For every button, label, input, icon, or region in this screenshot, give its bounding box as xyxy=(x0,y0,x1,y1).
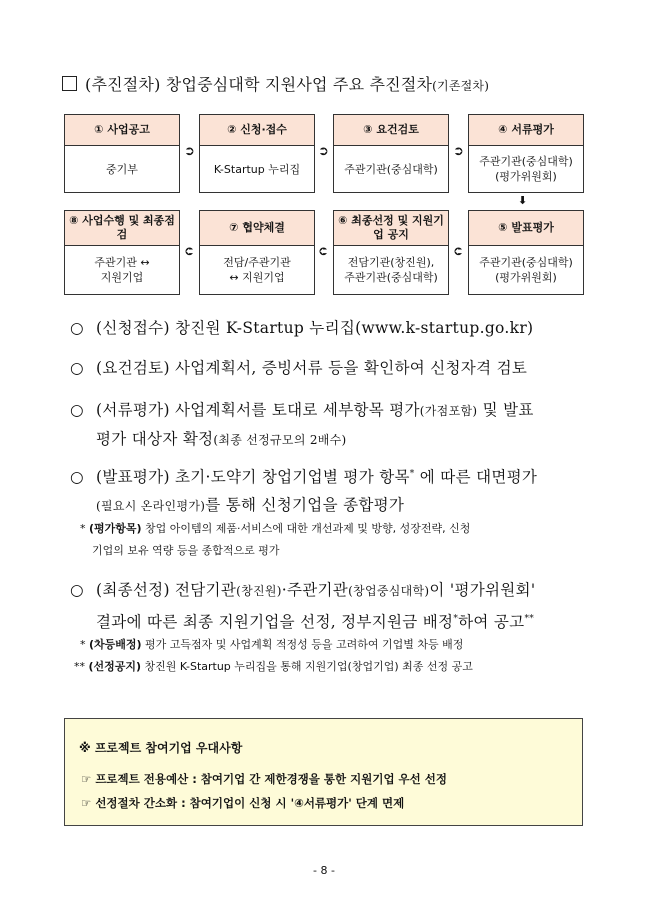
flow-step-body: 주관기관(중심대학) xyxy=(344,162,438,176)
page-number: - 8 - xyxy=(313,864,335,877)
flow-step-6 xyxy=(333,210,449,295)
flow-step-title: ⑧ 사업수행 및 최종점검 xyxy=(65,211,179,246)
flow-step-title: ③ 요건검토 xyxy=(334,115,448,146)
bullet-requirement-review xyxy=(70,354,590,382)
callout-item-simplified-process: ☞ 선정절차 간소화 : 참여기업이 신청 시 '④서류평가' 단계 면제 xyxy=(81,796,405,810)
bullet-marker: ○ xyxy=(70,319,84,337)
flow-step-4 xyxy=(468,114,584,193)
flow-step-8 xyxy=(64,210,180,295)
footnote-differential-allocation: * (차등배정) 평가 고득점자 및 사업계획 적정성 등을 고려하여 기업별 차등 배정 xyxy=(80,638,464,651)
arrow-right-icon: ➲ xyxy=(453,144,464,159)
bullet-marker: ○ xyxy=(70,401,84,419)
section-heading xyxy=(62,72,489,95)
flow-step-1 xyxy=(64,114,180,193)
flow-step-2 xyxy=(199,114,315,193)
bullet-marker: ○ xyxy=(70,468,84,487)
bullet-presentation-review: ○ (발표평가) 초기·도약기 창업기업별 평가 항목* 에 따른 대면평가 (필요시 온라인평가)를 통해 신청기업을 종합평가 xyxy=(70,460,590,520)
flow-step-body: K-Startup 누리집 xyxy=(213,162,301,176)
flow-step-body: 전담기관(창진원), 주관기관(중심대학) xyxy=(344,256,438,284)
bullet-marker: ○ xyxy=(70,359,84,377)
flow-step-body: 주관기관(중심대학) (평가위원회) xyxy=(479,155,573,183)
arrow-right-icon: ➲ xyxy=(318,144,329,159)
footnote-selection-notice: ** (선정공지) 창진원 K-Startup 누리집을 통해 지원기업(창업기업) 최종 선정 공고 xyxy=(74,660,473,673)
flow-step-title: ① 사업공고 xyxy=(65,115,179,146)
bullet-text: (신청접수) 창진원 K-Startup 누리집(www.k-startup.go.kr) xyxy=(96,319,534,337)
arrow-left-icon: ➲ xyxy=(453,244,464,259)
bullet-marker: ○ xyxy=(70,581,84,599)
callout-item-dedicated-budget: ☞ 프로젝트 전용예산 : 참여기업 간 제한경쟁을 통한 지원기업 우선 선정 xyxy=(81,772,447,786)
callout-title: ※ 프로젝트 참여기업 우대사항 xyxy=(79,741,243,755)
heading-text: (추진절차) 창업중심대학 지원사업 주요 추진절차 xyxy=(85,75,433,94)
flow-step-body: 주관기관 ↔ 지원기업 xyxy=(94,256,150,284)
checkbox-square-icon xyxy=(62,76,77,91)
bullet-application xyxy=(70,314,590,342)
flow-step-title: ⑥ 최종선정 및 지원기업 공지 xyxy=(334,211,448,246)
footnote-evaluation-items: * (평가항목) 창업 아이템의 제품·서비스에 대한 개선과제 및 방향, 성장전략, 신청 기업의 보유 역량 등을 종합적으로 평가 xyxy=(80,522,471,557)
preference-callout-box xyxy=(64,718,583,826)
flow-step-title: ④ 서류평가 xyxy=(469,115,583,146)
flow-step-5 xyxy=(468,210,584,295)
flow-step-title: ② 신청·접수 xyxy=(200,115,314,146)
bullet-document-review: ○ (서류평가) 사업계획서를 토대로 세부항목 평가(가점포함) 및 발표 평가 대상자 확정(최종 선정규모의 2배수) xyxy=(70,396,590,454)
flow-step-7 xyxy=(199,210,315,295)
bullet-text: (요건검토) 사업계획서, 증빙서류 등을 확인하여 신청자격 검토 xyxy=(96,359,528,377)
flow-step-body: 주관기관(중심대학) (평가위원회) xyxy=(479,256,573,284)
bullet-final-selection: ○ (최종선정) 전담기관(창진원)·주관기관(창업중심대학)이 '평가위원회' 결과에 따른 최종 지원기업을 선정, 정부지원금 배정*하여 공고** xyxy=(70,576,590,636)
heading-subtext: (기존절차) xyxy=(432,79,490,93)
arrow-right-icon: ➲ xyxy=(184,144,195,159)
flow-step-title: ⑤ 발표평가 xyxy=(469,211,583,246)
flow-step-body: 전담/주관기관 ↔ 지원기업 xyxy=(223,256,291,284)
arrow-down-icon: ⬇ xyxy=(518,194,528,207)
flow-step-3 xyxy=(333,114,449,193)
flow-step-title: ⑦ 협약체결 xyxy=(200,211,314,246)
arrow-left-icon: ➲ xyxy=(184,244,195,259)
arrow-left-icon: ➲ xyxy=(318,244,329,259)
flow-step-body: 중기부 xyxy=(106,162,138,176)
